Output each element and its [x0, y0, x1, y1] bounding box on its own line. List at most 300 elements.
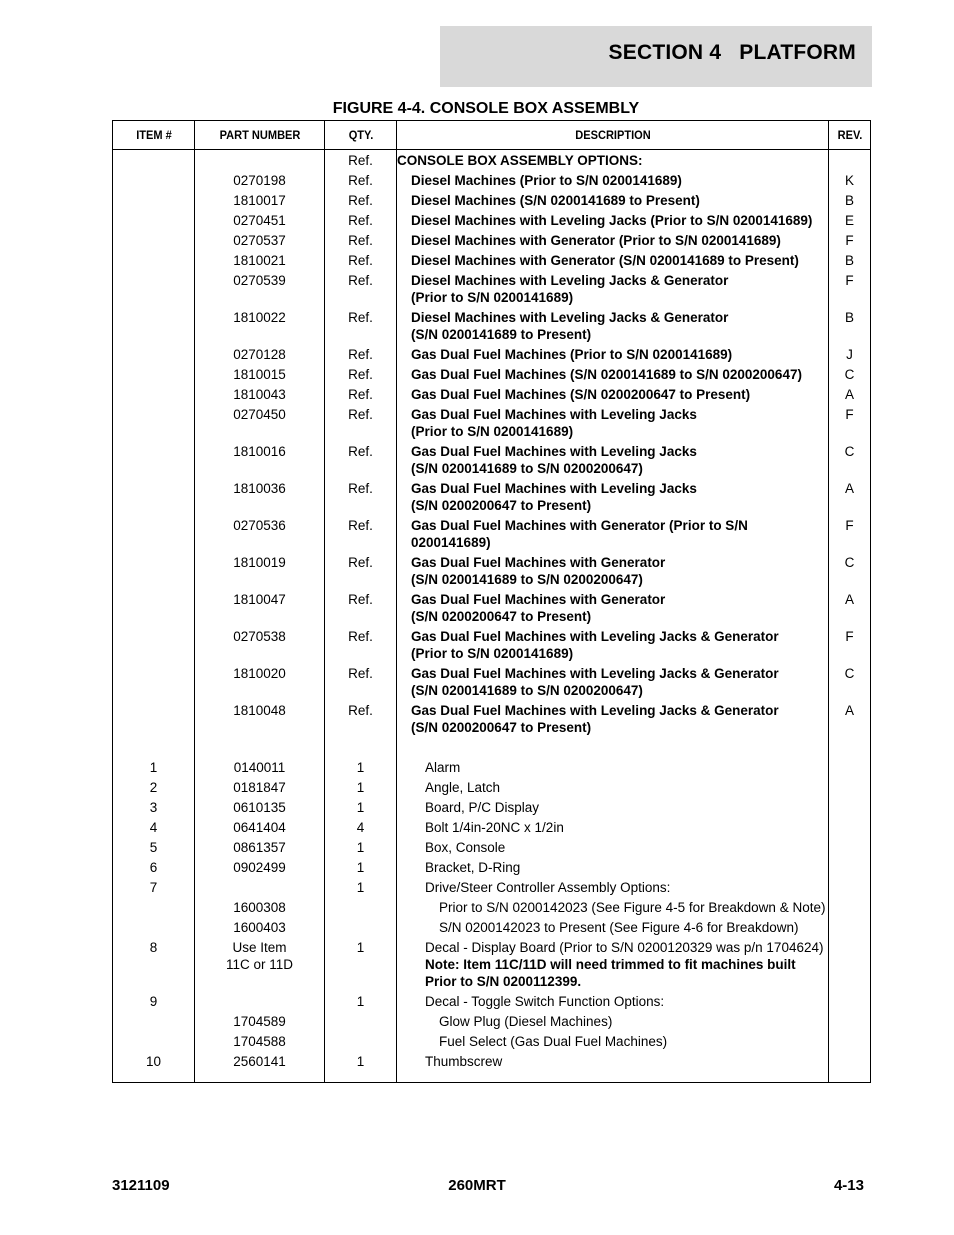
description-line: (S/N 0200200647 to Present): [411, 609, 592, 624]
description-cell: [397, 192, 829, 212]
table-row: [113, 212, 871, 232]
parts-table: [112, 120, 871, 1083]
rev-cell: C: [829, 554, 871, 591]
table-row: [113, 272, 871, 309]
description-cell: [397, 212, 829, 232]
rev-cell: J: [829, 346, 871, 366]
qty-cell: 1: [325, 879, 397, 899]
item-number-cell: 9: [113, 993, 195, 1013]
rev-cell: F: [829, 406, 871, 443]
table-row: [113, 252, 871, 272]
description-cell: [397, 272, 829, 309]
description-text: [397, 591, 828, 625]
footer-manual-number: 3121109: [112, 1177, 170, 1194]
item-number-cell: [113, 702, 195, 739]
part-number-cell: 0270539: [195, 272, 325, 309]
qty-cell: Ref.: [325, 346, 397, 366]
table-row: [113, 919, 871, 939]
rev-cell: C: [829, 366, 871, 386]
description-text: [397, 309, 828, 343]
part-number-cell: 0270538: [195, 628, 325, 665]
description-cell: [397, 517, 829, 554]
description-line: (S/N 0200200647 to Present): [411, 720, 592, 735]
part-number-cell: 1810019: [195, 554, 325, 591]
part-number-cell: 0902499: [195, 859, 325, 879]
description-text: [397, 172, 828, 189]
description-text: [397, 919, 828, 936]
item-number-cell: [113, 212, 195, 232]
qty-cell: 1: [325, 839, 397, 859]
rev-cell: A: [829, 591, 871, 628]
description-line: (S/N 0200141689 to S/N 0200200647): [411, 572, 643, 587]
qty-cell: Ref.: [325, 517, 397, 554]
rev-cell: [829, 839, 871, 859]
item-number-cell: [113, 591, 195, 628]
rev-cell: [829, 1013, 871, 1033]
column-header-description: DESCRIPTION: [414, 121, 811, 150]
part-number-cell: 0641404: [195, 819, 325, 839]
footer-page-number: 4-13: [833, 1177, 864, 1194]
table-row: [113, 366, 871, 386]
rev-cell: [829, 819, 871, 839]
item-number-cell: [113, 899, 195, 919]
rev-cell: F: [829, 628, 871, 665]
item-number-cell: 6: [113, 859, 195, 879]
table-row: [113, 628, 871, 665]
description-line: Gas Dual Fuel Machines with Leveling Jacks & Generator: [411, 703, 779, 718]
item-number-cell: [113, 628, 195, 665]
item-number-cell: 4: [113, 819, 195, 839]
qty-cell: Ref.: [325, 591, 397, 628]
part-number-cell: 1704588: [195, 1033, 325, 1053]
description-cell: [397, 859, 829, 879]
table-row: [113, 799, 871, 819]
description-text: [397, 759, 828, 776]
table-row: [113, 779, 871, 799]
description-line: Diesel Machines with Generator (S/N 0200141689 to Present): [411, 253, 799, 268]
description-cell: [397, 879, 829, 899]
item-number-cell: [113, 919, 195, 939]
rev-cell: [829, 919, 871, 939]
rev-cell: K: [829, 172, 871, 192]
description-cell: [397, 366, 829, 386]
spacer-row: [113, 739, 871, 759]
description-line: Gas Dual Fuel Machines (Prior to S/N 0200141689): [411, 347, 733, 362]
item-number-cell: [113, 232, 195, 252]
table-row: [113, 1033, 871, 1053]
rev-cell: [829, 899, 871, 919]
description-line: Gas Dual Fuel Machines with Leveling Jacks: [411, 481, 697, 496]
qty-cell: Ref.: [325, 252, 397, 272]
table-row: [113, 1013, 871, 1033]
description-text: [397, 366, 828, 383]
table-row: [113, 517, 871, 554]
description-cell: [397, 839, 829, 859]
rev-cell: [829, 1033, 871, 1053]
description-text: [397, 939, 828, 990]
description-text: [397, 665, 828, 699]
description-text: [397, 480, 828, 514]
part-number-cell: 1810016: [195, 443, 325, 480]
table-row: [113, 1053, 871, 1083]
description-line: Gas Dual Fuel Machines (S/N 0200200647 to Present): [411, 387, 751, 402]
table-row: [113, 859, 871, 879]
item-number-cell: [113, 480, 195, 517]
qty-cell: 1: [325, 779, 397, 799]
description-line: (S/N 0200141689 to S/N 0200200647): [411, 461, 643, 476]
description-line: Thumbscrew: [425, 1054, 503, 1069]
section-header: [440, 26, 872, 87]
table-row: [113, 879, 871, 899]
description-cell: [397, 628, 829, 665]
qty-cell: Ref.: [325, 406, 397, 443]
description-text: [397, 779, 828, 796]
description-line: Diesel Machines with Leveling Jacks (Prior to S/N 0200141689): [411, 213, 813, 228]
description-line: CONSOLE BOX ASSEMBLY OPTIONS:: [397, 153, 643, 168]
description-cell: [397, 939, 829, 993]
rev-cell: F: [829, 232, 871, 252]
description-line: Glow Plug (Diesel Machines): [439, 1014, 613, 1029]
description-text: [397, 628, 828, 662]
item-number-cell: 3: [113, 799, 195, 819]
description-cell: [397, 1013, 829, 1033]
description-line: S/N 0200142023 to Present (See Figure 4-6 for Breakdown): [439, 920, 799, 935]
description-line: (S/N 0200200647 to Present): [411, 498, 592, 513]
item-number-cell: 1: [113, 759, 195, 779]
footer-model-wrap: [0, 1177, 954, 1194]
rev-cell: C: [829, 443, 871, 480]
qty-cell: Ref.: [325, 443, 397, 480]
description-cell: [397, 919, 829, 939]
description-line: Diesel Machines with Leveling Jacks & Generator: [411, 310, 729, 325]
rev-cell: B: [829, 309, 871, 346]
description-text: [397, 1033, 828, 1050]
part-number-cell: 1810022: [195, 309, 325, 346]
part-number-cell: [195, 879, 325, 899]
description-cell: [397, 739, 829, 759]
item-number-cell: 7: [113, 879, 195, 899]
part-number-cell: [195, 739, 325, 759]
table-row: [113, 591, 871, 628]
qty-cell: 1: [325, 799, 397, 819]
column-header-qty: QTY.: [327, 121, 393, 150]
rev-cell: A: [829, 386, 871, 406]
description-cell: [397, 702, 829, 739]
rev-cell: [829, 799, 871, 819]
table-row: [113, 480, 871, 517]
item-number-cell: [113, 517, 195, 554]
part-number-cell: [195, 993, 325, 1013]
description-text: [397, 859, 828, 876]
figure-title-wrap: [0, 100, 954, 118]
part-number-cell: 1810048: [195, 702, 325, 739]
description-text: [397, 517, 828, 551]
item-number-cell: 5: [113, 839, 195, 859]
description-cell: [397, 480, 829, 517]
column-header-part-number: PART NUMBER: [200, 121, 320, 150]
description-line: (Prior to S/N 0200141689): [411, 290, 574, 305]
item-number-cell: [113, 1013, 195, 1033]
part-number-cell: 0270536: [195, 517, 325, 554]
description-line: Alarm: [425, 760, 461, 775]
description-text: [397, 152, 828, 169]
part-number-cell: 1704589: [195, 1013, 325, 1033]
table-row: [113, 665, 871, 702]
qty-cell: [325, 739, 397, 759]
rev-cell: B: [829, 192, 871, 212]
qty-cell: 1: [325, 859, 397, 879]
part-number-cell: 0610135: [195, 799, 325, 819]
column-header-rev: REV.: [830, 121, 869, 150]
description-text: [397, 879, 828, 896]
figure-title: FIGURE 4-4. CONSOLE BOX ASSEMBLY: [332, 100, 640, 117]
rev-cell: [829, 739, 871, 759]
part-number-cell: 1810017: [195, 192, 325, 212]
item-number-cell: 8: [113, 939, 195, 993]
rev-cell: A: [829, 702, 871, 739]
part-number-cell: [195, 150, 325, 173]
table-row: [113, 309, 871, 346]
rev-cell: [829, 150, 871, 173]
description-text: [397, 192, 828, 209]
qty-cell: Ref.: [325, 150, 397, 173]
description-text: [397, 346, 828, 363]
part-number-cell: 0270537: [195, 232, 325, 252]
qty-cell: Ref.: [325, 309, 397, 346]
table-row: [113, 150, 871, 173]
part-number-cell: 0270450: [195, 406, 325, 443]
item-number-cell: [113, 1033, 195, 1053]
rev-cell: [829, 879, 871, 899]
description-line: Bolt 1/4in-20NC x 1/2in: [425, 820, 564, 835]
table-row: [113, 192, 871, 212]
description-line: (S/N 0200141689 to Present): [411, 327, 592, 342]
description-cell: [397, 591, 829, 628]
table-row: [113, 993, 871, 1013]
description-text: [397, 1013, 828, 1030]
item-number-cell: [113, 272, 195, 309]
description-cell: [397, 346, 829, 366]
qty-cell: 1: [325, 1053, 397, 1083]
item-number-cell: [113, 192, 195, 212]
description-line: Gas Dual Fuel Machines with Generator (Prior to S/N 0200141689): [411, 518, 748, 550]
description-line: Prior to S/N 0200142023 (See Figure 4-5 for Breakdown & Note): [439, 900, 826, 915]
part-number-cell: 1810021: [195, 252, 325, 272]
table-row: [113, 386, 871, 406]
qty-cell: Ref.: [325, 702, 397, 739]
table-row: [113, 443, 871, 480]
description-text: [397, 386, 828, 403]
rev-cell: [829, 1053, 871, 1083]
description-text: [397, 839, 828, 856]
description-text: [397, 212, 828, 229]
description-text: [397, 406, 828, 440]
part-number-cell: 0270198: [195, 172, 325, 192]
description-cell: [397, 554, 829, 591]
qty-cell: Ref.: [325, 366, 397, 386]
description-text: [397, 1053, 828, 1070]
qty-cell: 4: [325, 819, 397, 839]
description-cell: [397, 899, 829, 919]
item-number-cell: [113, 252, 195, 272]
part-number-cell: 1810047: [195, 591, 325, 628]
item-number-cell: [113, 406, 195, 443]
table-row: [113, 839, 871, 859]
qty-cell: [325, 899, 397, 919]
qty-cell: 1: [325, 759, 397, 779]
qty-cell: Ref.: [325, 212, 397, 232]
table-row: [113, 172, 871, 192]
item-number-cell: [113, 366, 195, 386]
description-line: Gas Dual Fuel Machines with Generator: [411, 592, 666, 607]
description-line: Gas Dual Fuel Machines with Leveling Jacks & Generator: [411, 629, 779, 644]
rev-cell: E: [829, 212, 871, 232]
description-text: [397, 272, 828, 306]
rev-cell: F: [829, 272, 871, 309]
rev-cell: C: [829, 665, 871, 702]
description-line: Gas Dual Fuel Machines with Generator: [411, 555, 666, 570]
table-row: [113, 939, 871, 993]
description-line: Diesel Machines with Generator (Prior to S/N 0200141689): [411, 233, 781, 248]
part-number-cell: 0140011: [195, 759, 325, 779]
description-line: Fuel Select (Gas Dual Fuel Machines): [439, 1034, 668, 1049]
part-number-cell: 0181847: [195, 779, 325, 799]
item-number-cell: 2: [113, 779, 195, 799]
qty-cell: [325, 1013, 397, 1033]
table-row: [113, 702, 871, 739]
rev-cell: B: [829, 252, 871, 272]
table-header-row: [113, 121, 871, 150]
description-line: Angle, Latch: [425, 780, 501, 795]
qty-cell: Ref.: [325, 192, 397, 212]
rev-cell: [829, 759, 871, 779]
description-line: Decal - Display Board (Prior to S/N 0200120329 was p/n 1704624): [425, 940, 824, 955]
description-line: (Prior to S/N 0200141689): [411, 424, 574, 439]
description-line: (S/N 0200141689 to S/N 0200200647): [411, 683, 643, 698]
description-line: Diesel Machines (S/N 0200141689 to Present): [411, 193, 700, 208]
qty-cell: Ref.: [325, 386, 397, 406]
item-number-cell: [113, 172, 195, 192]
item-number-cell: [113, 443, 195, 480]
description-line: Gas Dual Fuel Machines with Leveling Jacks & Generator: [411, 666, 779, 681]
description-line: Bracket, D-Ring: [425, 860, 521, 875]
description-cell: [397, 309, 829, 346]
description-cell: [397, 252, 829, 272]
description-cell: [397, 406, 829, 443]
description-cell: [397, 819, 829, 839]
qty-cell: Ref.: [325, 628, 397, 665]
qty-cell: Ref.: [325, 172, 397, 192]
description-text: [397, 799, 828, 816]
description-line: (Prior to S/N 0200141689): [411, 646, 574, 661]
part-number-cell: 1810036: [195, 480, 325, 517]
table-row: [113, 232, 871, 252]
item-number-cell: [113, 346, 195, 366]
description-line: Drive/Steer Controller Assembly Options:: [425, 880, 671, 895]
section-title: SECTION 4 PLATFORM: [608, 41, 856, 64]
description-text: [397, 443, 828, 477]
description-cell: [397, 1053, 829, 1083]
table-row: [113, 406, 871, 443]
table-row: [113, 759, 871, 779]
description-text: [397, 899, 828, 916]
rev-cell: [829, 993, 871, 1013]
column-header-item: ITEM #: [116, 121, 191, 150]
rev-cell: F: [829, 517, 871, 554]
description-line: Decal - Toggle Switch Function Options:: [425, 994, 665, 1009]
description-line: Diesel Machines with Leveling Jacks & Generator: [411, 273, 729, 288]
part-number-cell: 1810015: [195, 366, 325, 386]
part-number-cell: 0270128: [195, 346, 325, 366]
description-cell: [397, 172, 829, 192]
table-row: [113, 899, 871, 919]
description-line: Diesel Machines (Prior to S/N 0200141689): [411, 173, 682, 188]
rev-cell: [829, 939, 871, 993]
description-line: Gas Dual Fuel Machines with Leveling Jacks: [411, 407, 697, 422]
item-number-cell: [113, 554, 195, 591]
description-cell: [397, 150, 829, 173]
description-text: [397, 252, 828, 269]
qty-cell: Ref.: [325, 232, 397, 252]
item-number-cell: [113, 665, 195, 702]
item-number-cell: [113, 739, 195, 759]
qty-cell: 1: [325, 939, 397, 993]
qty-cell: Ref.: [325, 554, 397, 591]
qty-cell: [325, 919, 397, 939]
part-number-cell: [195, 939, 325, 993]
footer-model: 260MRT: [448, 1177, 506, 1194]
part-number-cell: 1600308: [195, 899, 325, 919]
qty-cell: Ref.: [325, 480, 397, 517]
part-number-cell: 0270451: [195, 212, 325, 232]
description-text: [397, 554, 828, 588]
description-note: Note: Item 11C/11D will need trimmed to fit machines built Prior to S/N 0200112399.: [425, 957, 796, 989]
item-number-cell: [113, 386, 195, 406]
description-cell: [397, 759, 829, 779]
description-cell: [397, 1033, 829, 1053]
qty-cell: Ref.: [325, 272, 397, 309]
description-cell: [397, 799, 829, 819]
item-number-cell: [113, 150, 195, 173]
part-number-cell: 1810020: [195, 665, 325, 702]
description-cell: [397, 779, 829, 799]
description-cell: [397, 993, 829, 1013]
part-number-cell: 1600403: [195, 919, 325, 939]
description-cell: [397, 443, 829, 480]
description-text: [397, 819, 828, 836]
description-text: [397, 702, 828, 736]
part-number-line: Use Item: [232, 940, 287, 955]
description-line: Gas Dual Fuel Machines with Leveling Jacks: [411, 444, 697, 459]
part-number-cell: 0861357: [195, 839, 325, 859]
table-row: [113, 554, 871, 591]
description-line: Board, P/C Display: [425, 800, 540, 815]
description-cell: [397, 232, 829, 252]
description-cell: [397, 386, 829, 406]
item-number-cell: 10: [113, 1053, 195, 1083]
parts-table-body: [113, 150, 871, 1083]
description-cell: [397, 665, 829, 702]
table-row: [113, 346, 871, 366]
part-number-line: 11C or 11D: [225, 957, 294, 972]
description-line: Box, Console: [425, 840, 506, 855]
table-row: [113, 819, 871, 839]
part-number-cell: 2560141: [195, 1053, 325, 1083]
part-number-cell: 1810043: [195, 386, 325, 406]
rev-cell: [829, 779, 871, 799]
qty-cell: [325, 1033, 397, 1053]
description-text: [397, 993, 828, 1010]
